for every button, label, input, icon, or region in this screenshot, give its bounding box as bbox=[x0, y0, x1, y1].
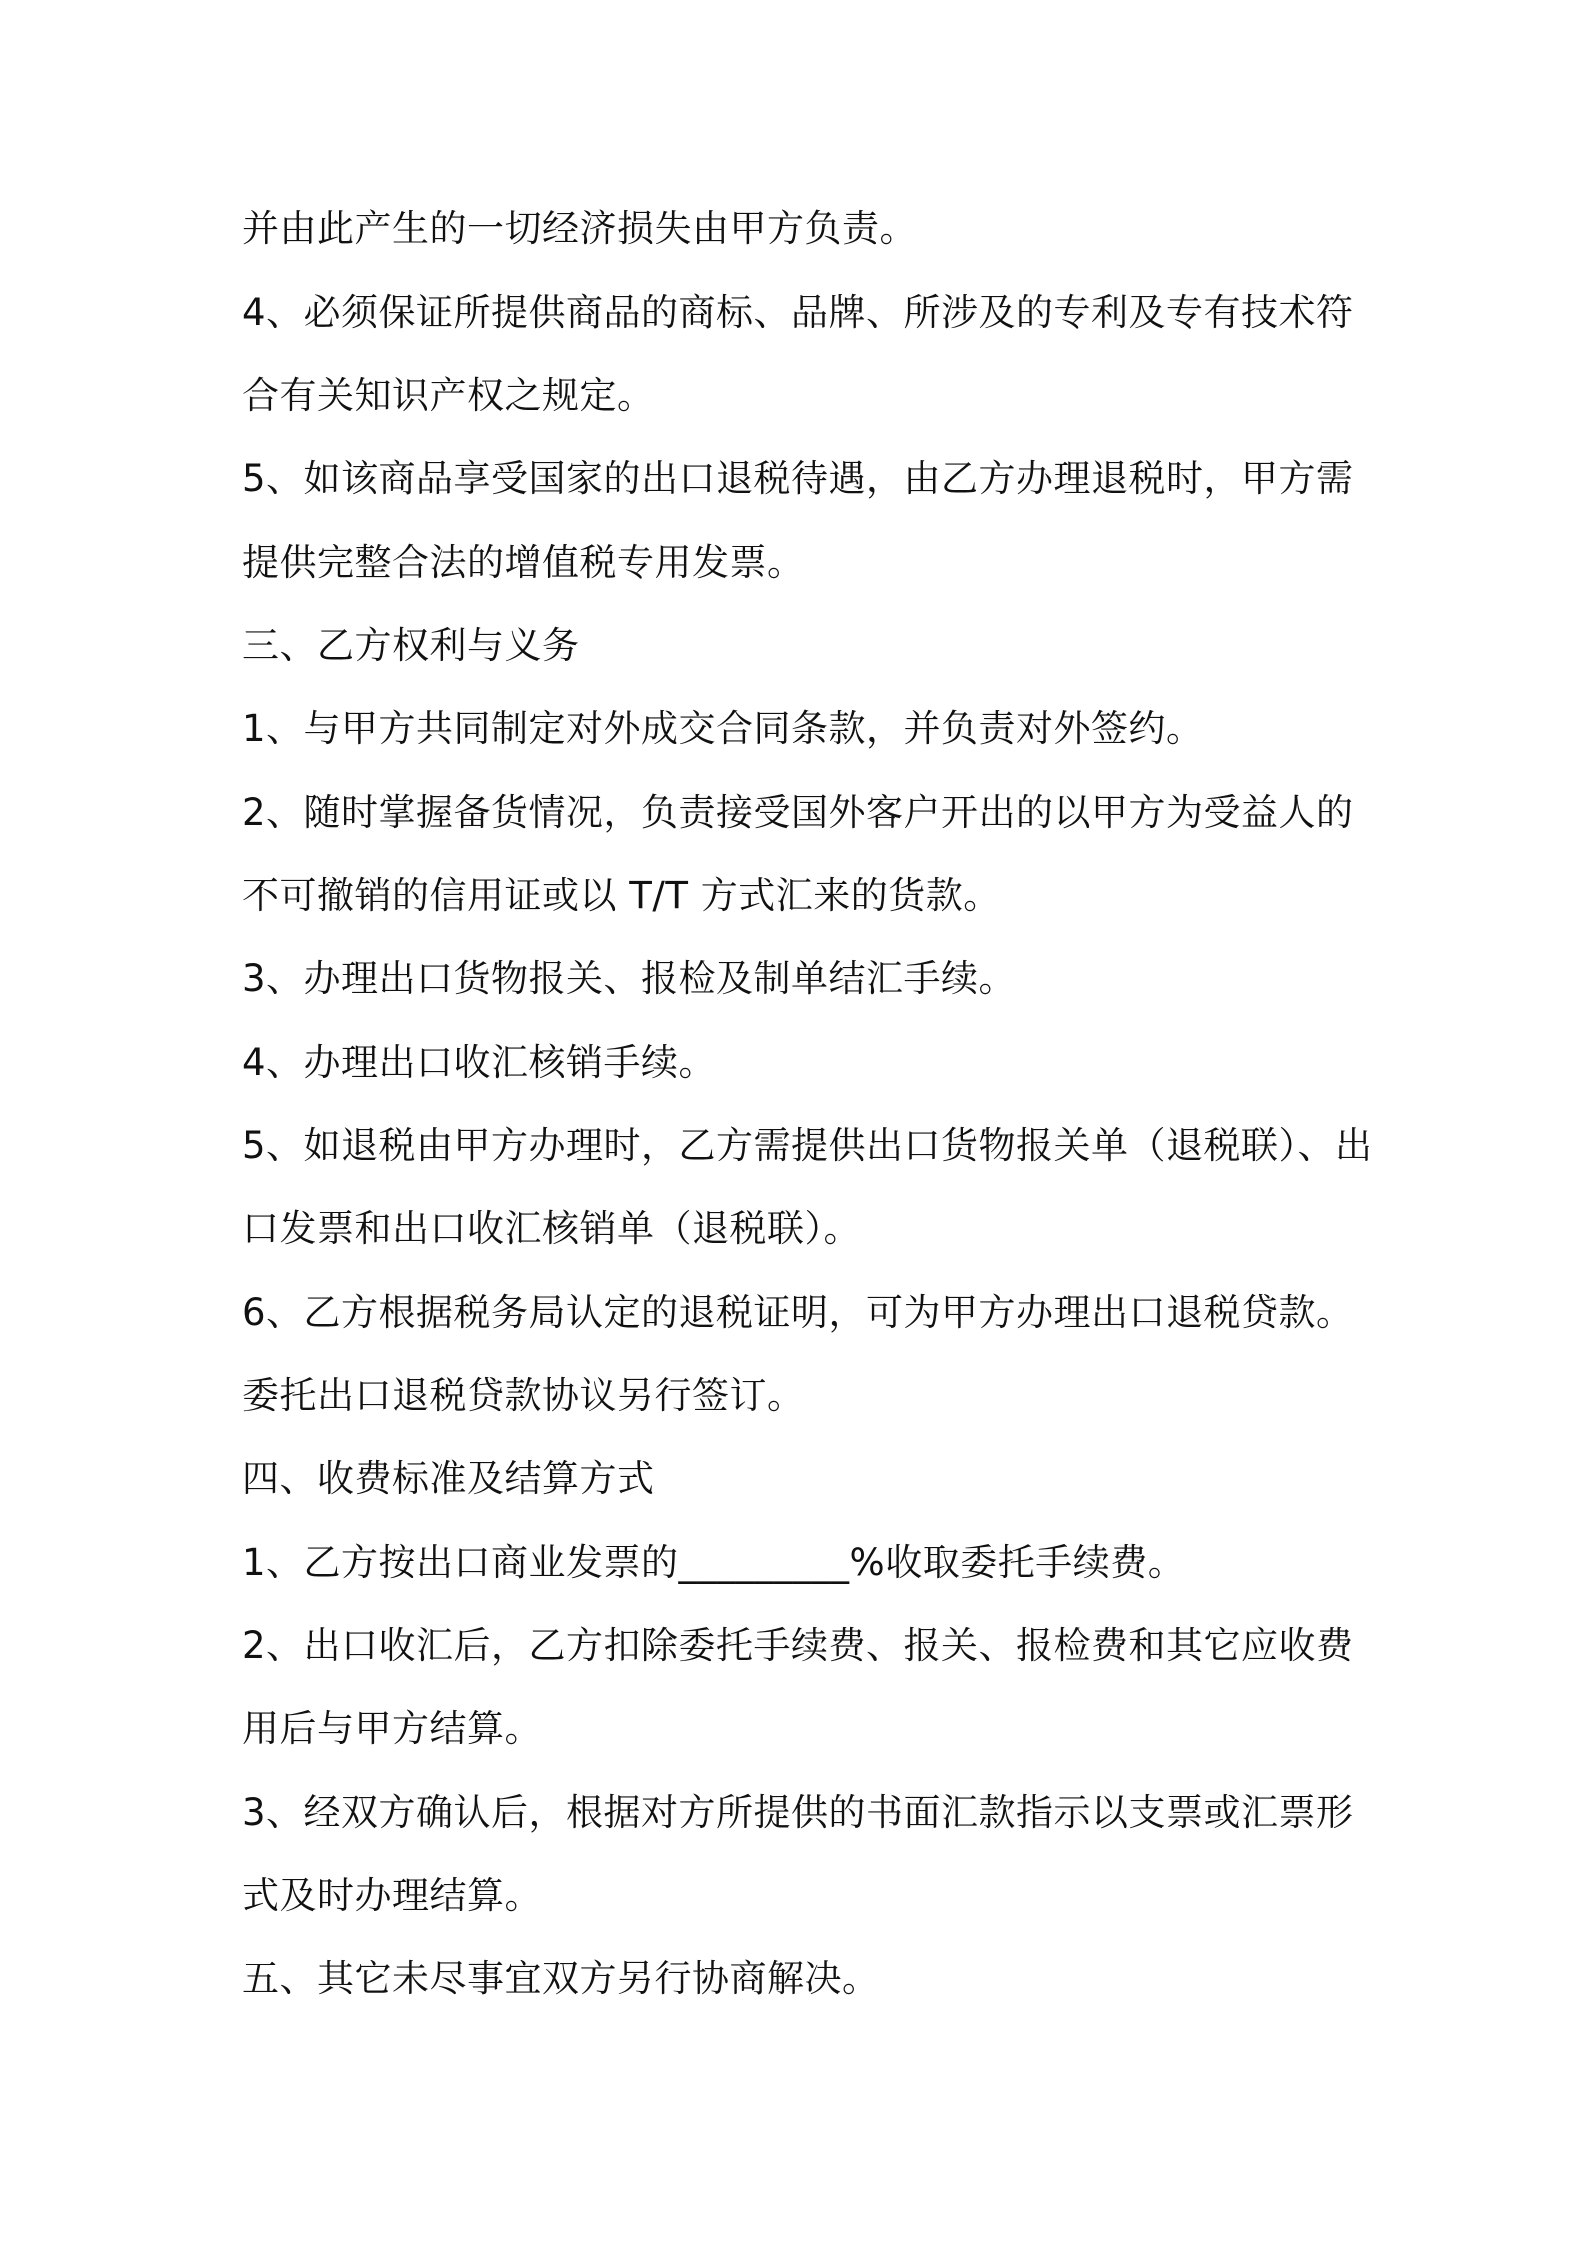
section-heading: 四、收费标准及结算方式 bbox=[242, 1457, 655, 1500]
text-line: 提供完整合法的增值税专用发票。 bbox=[242, 541, 805, 584]
text-line: 口发票和出口收汇核销单（退税联）。 bbox=[242, 1207, 861, 1250]
text-line: 1、乙方按出口商业发票的_________%收取委托手续费。 bbox=[242, 1541, 1186, 1584]
text-line: 4、必须保证所提供商品的商标、品牌、所涉及的专利及专有技术符 bbox=[242, 291, 1354, 334]
text-line: 2、出口收汇后，乙方扣除委托手续费、报关、报检费和其它应收费 bbox=[242, 1624, 1354, 1667]
text-line: 用后与甲方结算。 bbox=[242, 1707, 542, 1750]
text-line: 并由此产生的一切经济损失由甲方负责。 bbox=[242, 207, 917, 250]
text-line: 6、乙方根据税务局认定的退税证明，可为甲方办理出口退税贷款。 bbox=[242, 1291, 1354, 1334]
text-line: 2、随时掌握备货情况，负责接受国外客户开出的以甲方为受益人的 bbox=[242, 791, 1354, 834]
section-heading: 五、其它未尽事宜双方另行协商解决。 bbox=[242, 1957, 880, 2000]
text-line: 式及时办理结算。 bbox=[242, 1874, 542, 1917]
text-line: 5、如退税由甲方办理时，乙方需提供出口货物报关单（退税联）、出 bbox=[242, 1124, 1373, 1167]
section-heading: 三、乙方权利与义务 bbox=[242, 624, 580, 667]
text-line: 3、经双方确认后，根据对方所提供的书面汇款指示以支票或汇票形 bbox=[242, 1791, 1354, 1834]
text-line: 4、办理出口收汇核销手续。 bbox=[242, 1041, 717, 1084]
text-line: 委托出口退税贷款协议另行签订。 bbox=[242, 1374, 805, 1417]
text-line: 1、与甲方共同制定对外成交合同条款，并负责对外签约。 bbox=[242, 707, 1204, 750]
text-line: 5、如该商品享受国家的出口退税待遇，由乙方办理退税时，甲方需 bbox=[242, 457, 1354, 500]
text-line: 不可撤销的信用证或以 T/T 方式汇来的货款。 bbox=[242, 874, 1001, 917]
text-line: 3、办理出口货物报关、报检及制单结汇手续。 bbox=[242, 957, 1017, 1000]
text-line: 合有关知识产权之规定。 bbox=[242, 374, 655, 417]
